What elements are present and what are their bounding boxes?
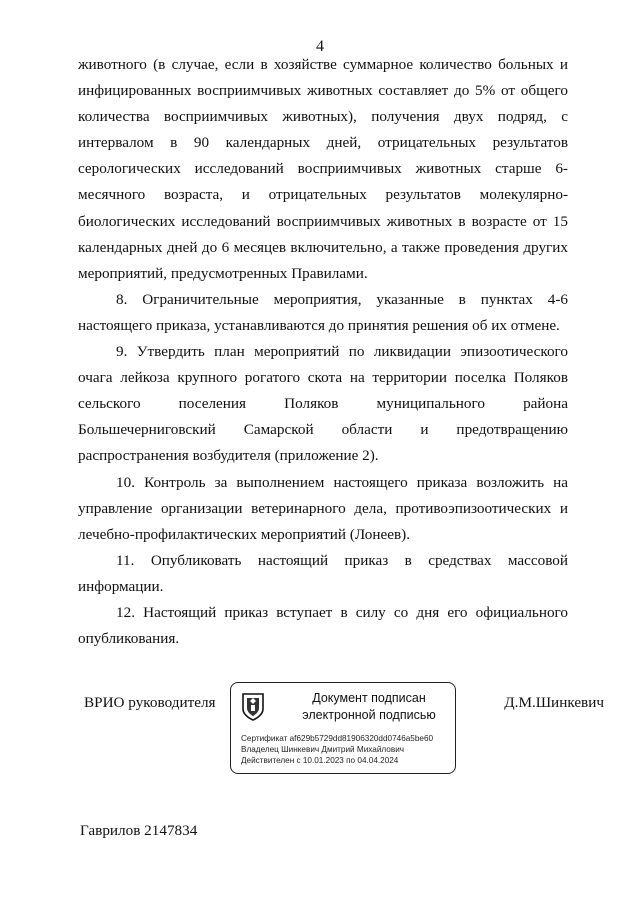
signer-role: ВРИО руководителя: [84, 694, 216, 711]
paragraph-11: 11. Опубликовать настоящий приказ в средствах массовой информации.: [78, 551, 568, 595]
certificate-number: Сертификат af629b5729dd81906320dd0746a5be60: [241, 734, 434, 743]
signer-name: Д.М.Шинкевич: [504, 694, 604, 711]
certificate-details: [241, 733, 433, 766]
paragraph-12: 12. Настоящий приказ вступает в силу со дня его официального опубликования.: [78, 603, 568, 648]
paragraph-9: 9. Утвердить план мероприятий по ликвидации эпизоотического очага лейкоза крупного рогатого скота на территории поселка Поляков сельского поселения Поляков муниципального района Большечерниговский Самарской области и предотвращению распространения возбудителя (приложение 2).: [78, 343, 568, 465]
document-body: [78, 52, 568, 652]
signature-block: [0, 690, 640, 790]
certificate-owner: Владелец Шинкевич Дмитрий Михайлович: [241, 745, 405, 754]
paragraph-continuation: животного (в случае, если в хозяйстве суммарное количество больных и инфицированных восприимчивых животных составляет до 5% от общего количества восприимчивых животных), получения двух подряд, с интервалом в 90 календарных дней, отрицательных результатов серологических исследований восприимчивых животных старше 6-месячного возраста, и отрицательных результатов молекулярно-биологических исследований восприимчивых животных в возрасте от 15 календарных дней до 6 месяцев включительно, а также проведения других мероприятий, предусмотренных Правилами.: [78, 56, 568, 282]
executor-note: Гаврилов 2147834: [80, 822, 198, 839]
coat-of-arms-icon: [240, 692, 266, 722]
paragraph-8: 8. Ограничительные мероприятия, указанные в пунктах 4-6 настоящего приказа, устанавливаются до принятия решения об их отмене.: [78, 290, 568, 334]
paragraph-10: 10. Контроль за выполнением настоящего приказа возложить на управление организации ветеринарного дела, противоэпизоотических и лечебно-профилактических мероприятий (Лонеев).: [78, 473, 568, 543]
electronic-signature-stamp: [230, 682, 456, 774]
stamp-title: Документ подписан электронной подписью: [302, 691, 436, 722]
certificate-validity: Действителен с 10.01.2023 по 04.04.2024: [241, 756, 399, 765]
page-number: 4: [316, 38, 324, 55]
